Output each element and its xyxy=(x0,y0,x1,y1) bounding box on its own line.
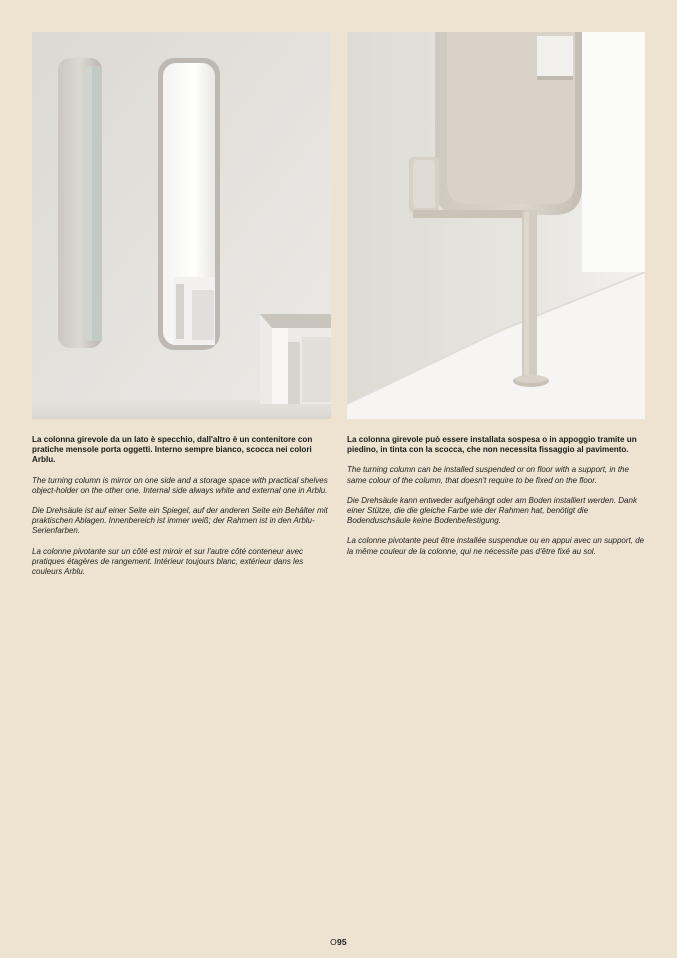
text-german: Die Drehsäule ist auf einer Seite ein Spiegel, auf der anderen Seite ein Behälter mit praktischen Ablagen. Innenbereich ist immer weiß; der Rahmen ist in den Arblu-Serienfarben. xyxy=(32,506,328,536)
lead-italian: La colonna girevole può essere installata sospesa o in appoggio tramite un piedino, in tinta con la scocca, che non necessita fissaggio al pavimento. xyxy=(347,435,637,455)
text-english: The turning column can be installed suspended or on floor with a support, in the same colour of the column, that doesn't require to be fixed on the floor. xyxy=(347,465,629,485)
page-number-value: 95 xyxy=(336,937,347,947)
text-column-right xyxy=(347,435,646,567)
text-french: La colonne pivotante peut être installée suspendue ou en appui avec un support, de la même couleur de la colonne, qui ne nécessite pas d'être fixé au sol. xyxy=(347,536,645,556)
text-column-left xyxy=(32,435,331,587)
text-french: La colonne pivotante sur un côté est miroir et sur l'autre côté conteneur avec pratiques étagères de rangement. Intérieur toujours blanc, extérieur dans les couleurs Arblu. xyxy=(32,546,304,577)
photo-column-support xyxy=(347,32,645,419)
photo-mirror-column xyxy=(32,32,331,419)
lead-italian: La colonna girevole da un lato è specchio, dall'altro è un contenitore con pratiche mensole porta oggetti. Interno sempre bianco, scocca nei colori Arblu. xyxy=(32,435,313,465)
text-english: The turning column is mirror on one side and a storage space with practical shelves object-holder on the other one. Internal side always white and external one in Arblu. xyxy=(32,475,328,495)
page-number-prefix: O xyxy=(330,937,337,947)
page-number xyxy=(0,937,677,947)
text-german: Die Drehsäule kann entweder aufgehängt oder am Boden installiert werden. Dank einer Stütze, die die gleiche Farbe wie der Rahmen hat, benötigt die Bodenduschsäule keine Bodenbefestigung. xyxy=(347,495,637,526)
